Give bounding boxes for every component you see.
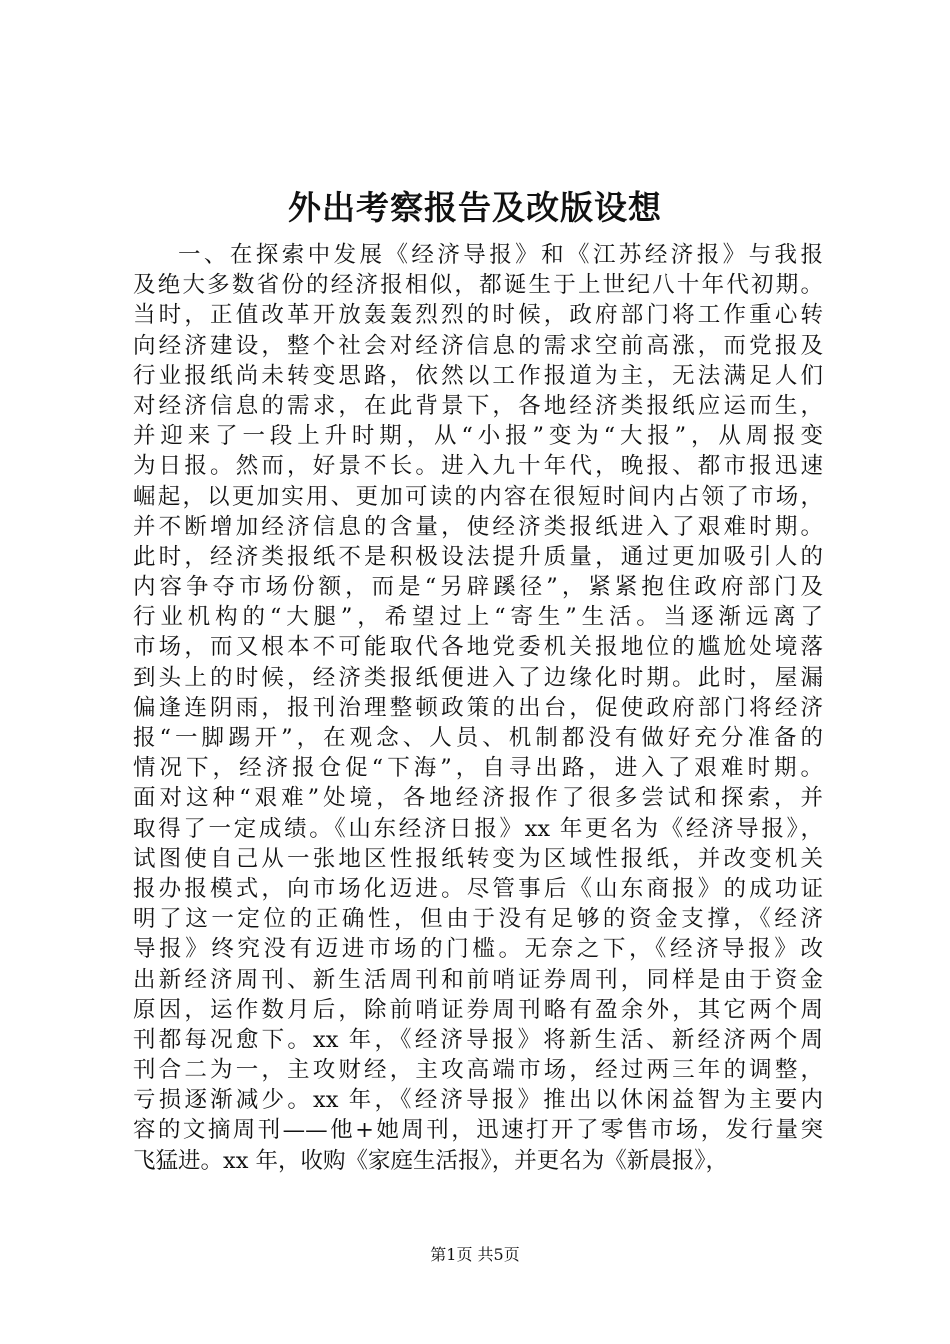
text-line: 向经济建设，整个社会对经济信息的需求空前高涨，而党报及 — [133, 332, 823, 359]
text-line: 原因，运作数月后，除前哨证券周刊略有盈余外，其它两个周 — [133, 996, 823, 1023]
text-line: 情况下，经济报仓促“下海”，自寻出路，进入了艰难时期。 — [133, 755, 823, 782]
text-line: 市场，而又根本不可能取代各地党委机关报地位的尴尬处境落 — [133, 634, 823, 661]
text-line: 明了这一定位的正确性，但由于没有足够的资金支撑，《经济 — [133, 906, 823, 933]
text-line: 行业机构的“大腿”，希望过上“寄生”生活。当逐渐远离了 — [133, 604, 823, 631]
body-paragraph — [133, 240, 823, 1176]
text-line: 刊都每况愈下。xx 年，《经济导报》将新生活、新经济两个周 — [133, 1026, 823, 1053]
text-line: 到头上的时候，经济类报纸便进入了边缘化时期。此时，屋漏 — [133, 664, 823, 691]
text-line: 内容争夺市场份额，而是“另辟蹊径”，紧紧抱住政府部门及 — [133, 574, 823, 601]
text-line: 报办报模式，向市场化迈进。尽管事后《山东商报》的成功证 — [133, 875, 823, 902]
document-title: 外出考察报告及改版设想 — [288, 188, 662, 227]
text-line: 飞猛进。xx 年，收购《家庭生活报》，并更名为《新晨报》， — [133, 1147, 729, 1174]
text-line: 偏逢连阴雨，报刊治理整顿政策的出台，促使政府部门将经济 — [133, 694, 823, 721]
text-line: 容的文摘周刊——他+她周刊，迅速打开了零售市场，发行量突 — [133, 1117, 823, 1144]
text-line: 及绝大多数省份的经济报相似，都诞生于上世纪八十年代初期。 — [133, 272, 823, 299]
text-line: 当时，正值改革开放轰轰烈烈的时候，政府部门将工作重心转 — [133, 302, 823, 329]
text-line: 对经济信息的需求，在此背景下，各地经济类报纸应运而生， — [133, 392, 823, 419]
page-footer: 第1页 共5页 — [430, 1245, 520, 1264]
text-line: 报“一脚踢开”，在观念、人员、机制都没有做好充分准备的 — [133, 725, 823, 751]
text-line: 刊合二为一，主攻财经，主攻高端市场，经过两三年的调整， — [133, 1057, 823, 1084]
text-line: 亏损逐渐减少。xx 年，《经济导报》推出以休闲益智为主要内 — [133, 1087, 823, 1114]
text-line: 出新经济周刊、新生活周刊和前哨证券周刊，同样是由于资金 — [133, 966, 823, 993]
text-line: 为日报。然而，好景不长。进入九十年代，晚报、都市报迅速 — [133, 453, 823, 480]
text-line: 此时，经济类报纸不是积极设法提升质量，通过更加吸引人的 — [133, 543, 823, 570]
text-line: 导报》终究没有迈进市场的门槛。无奈之下，《经济导报》改 — [133, 936, 823, 963]
text-line: 一、在探索中发展《经济导报》和《江苏经济报》与我报 — [178, 242, 823, 268]
text-line: 取得了一定成绩。《山东经济日报》xx 年更名为《经济导报》， — [133, 815, 823, 842]
text-line: 面对这种“艰难”处境，各地经济报作了很多尝试和探索，并 — [133, 785, 823, 812]
text-line: 并不断增加经济信息的含量，使经济类报纸进入了艰难时期。 — [133, 513, 823, 540]
text-line: 并迎来了一段上升时期，从“小报”变为“大报”，从周报变 — [133, 423, 823, 450]
text-line: 试图使自己从一张地区性报纸转变为区域性报纸，并改变机关 — [133, 845, 823, 872]
text-line: 崛起，以更加实用、更加可读的内容在很短时间内占领了市场， — [133, 483, 823, 510]
text-line: 行业报纸尚未转变思路，依然以工作报道为主，无法满足人们 — [133, 362, 823, 389]
